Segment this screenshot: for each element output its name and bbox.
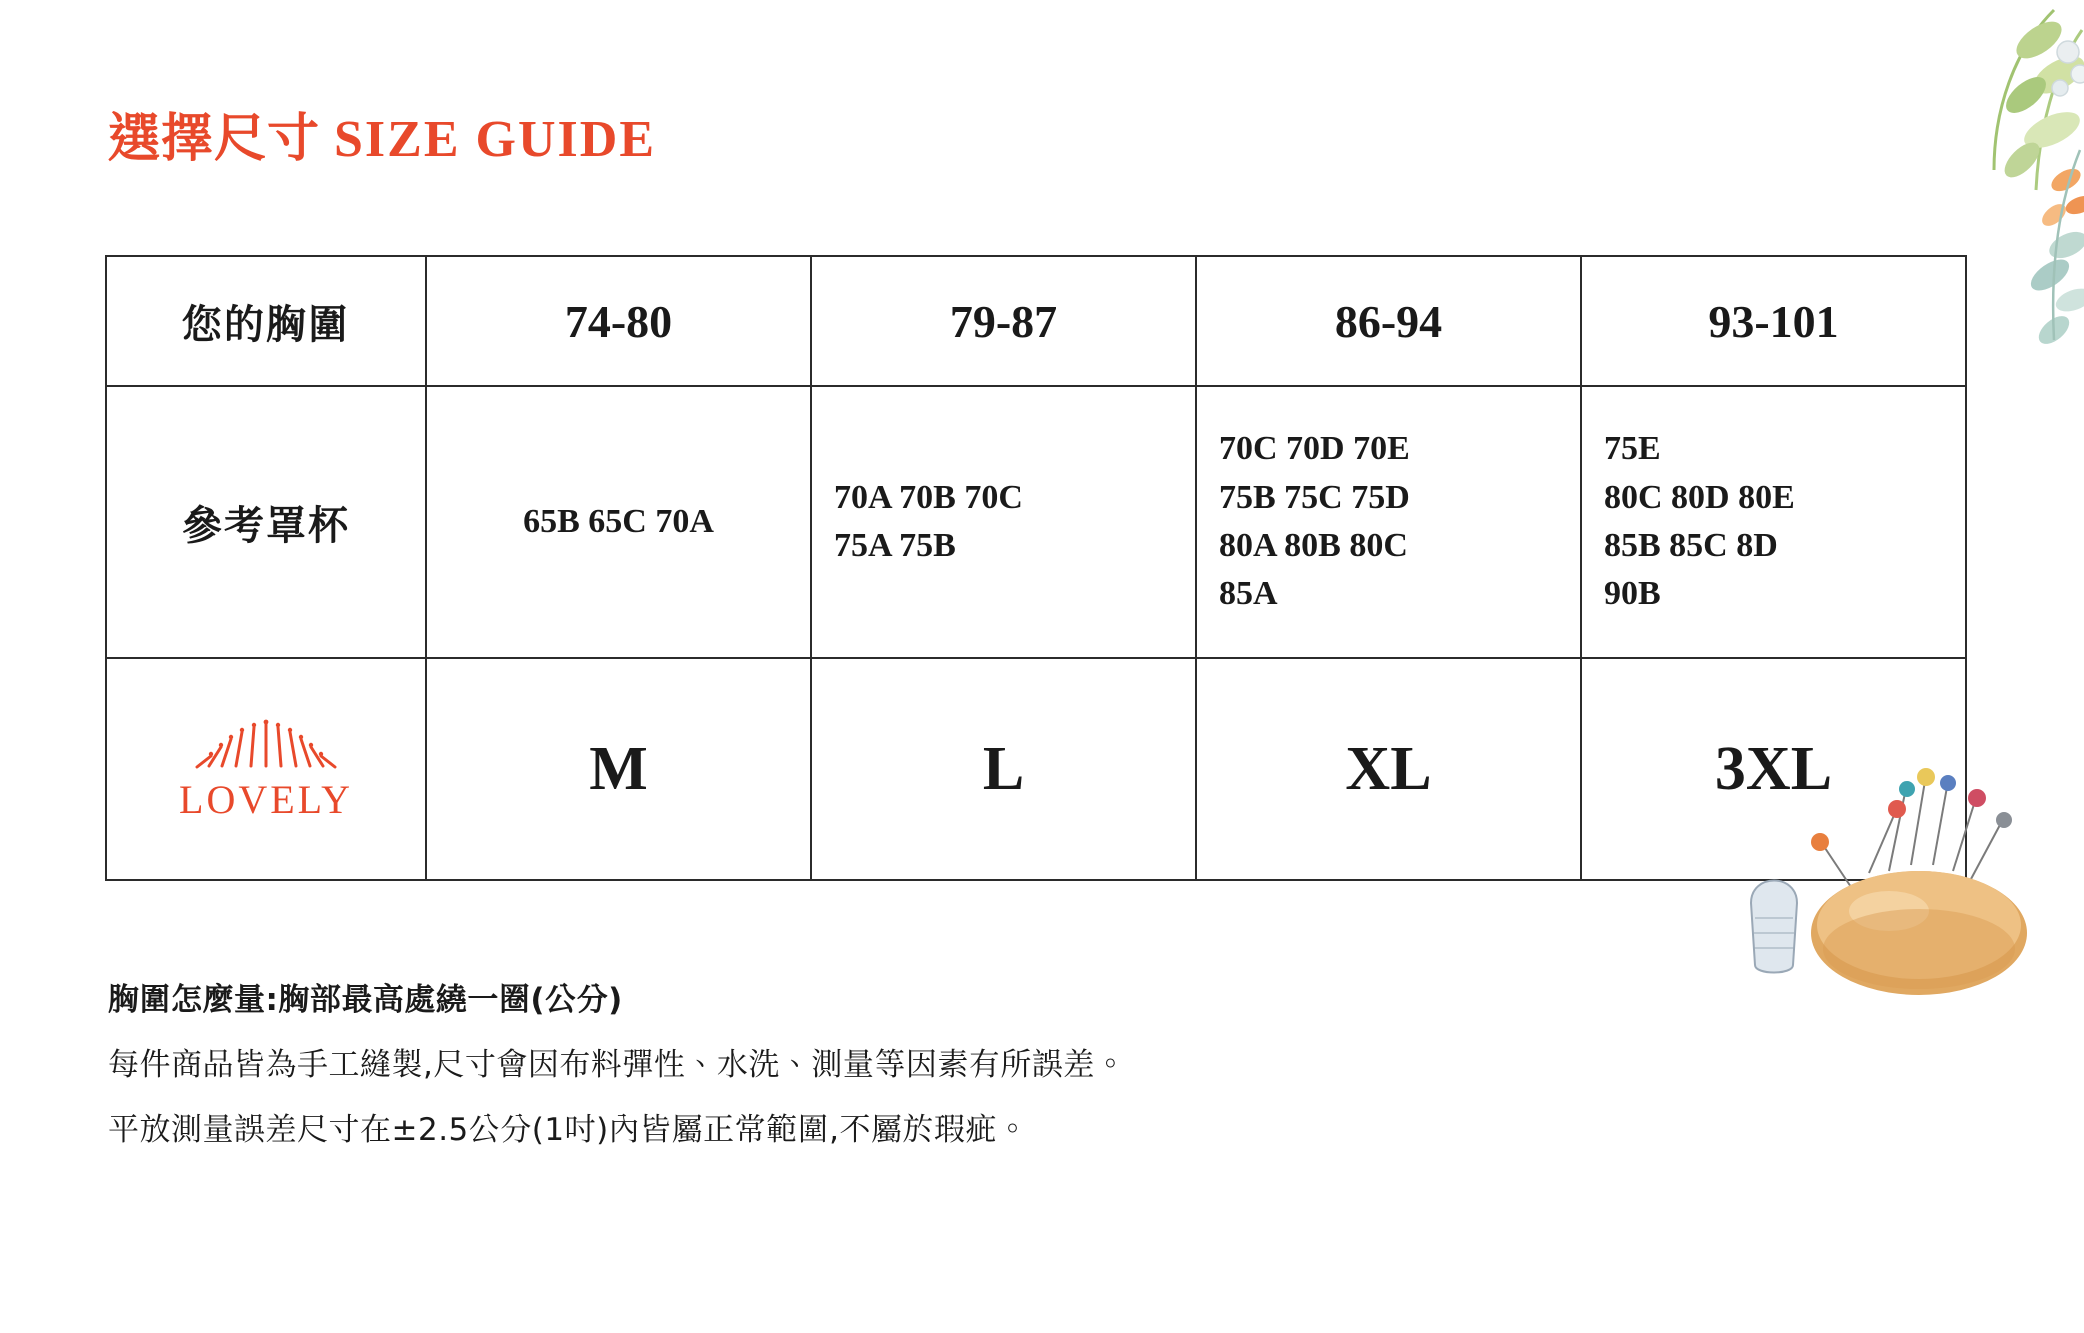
row-header-cup: 參考罩杯 <box>106 386 426 658</box>
page-title-zh: 選擇尺寸 <box>108 108 321 169</box>
brand-name: LOVELY <box>179 777 353 822</box>
page-title-en: SIZE GUIDE <box>334 111 657 168</box>
table-row-cup <box>106 386 1966 658</box>
cup-value-l: 70A 70B 70C 75A 75B <box>811 386 1196 658</box>
row-header-bust: 您的胸圍 <box>106 256 426 386</box>
table-row-size <box>106 658 1966 880</box>
note-measure-method: 胸圍怎麼量:胸部最高處繞一圈(公分) <box>108 982 623 1018</box>
note-tolerance: 平放測量誤差尺寸在±2.5公分(1吋)內皆屬正常範圍,不屬於瑕疵。 <box>108 1112 1029 1148</box>
table-row-bust <box>106 256 1966 386</box>
brand-logo <box>106 658 426 880</box>
cup-value-xl: 70C 70D 70E 75B 75C 75D 80A 80B 80C 85A <box>1196 386 1581 658</box>
size-value-l: L <box>811 658 1196 880</box>
cup-value-3xl: 75E 80C 80D 80E 85B 85C 8D 90B <box>1581 386 1966 658</box>
bust-value-l: 79-87 <box>811 256 1196 386</box>
size-guide-table <box>105 255 1967 881</box>
note-handmade: 每件商品皆為手工縫製,尺寸會因布料彈性、水洗、測量等因素有所誤差。 <box>108 1047 1127 1083</box>
size-value-m: M <box>426 658 811 880</box>
size-value-xl: XL <box>1196 658 1581 880</box>
page-title <box>108 96 656 171</box>
crown-rays-icon <box>161 718 371 774</box>
notes-section <box>108 982 1558 1180</box>
bust-value-m: 74-80 <box>426 256 811 386</box>
bust-value-3xl: 93-101 <box>1581 256 1966 386</box>
cup-value-m: 65B 65C 70A <box>426 386 811 658</box>
bust-value-xl: 86-94 <box>1196 256 1581 386</box>
size-value-3xl: 3XL <box>1581 658 1966 880</box>
